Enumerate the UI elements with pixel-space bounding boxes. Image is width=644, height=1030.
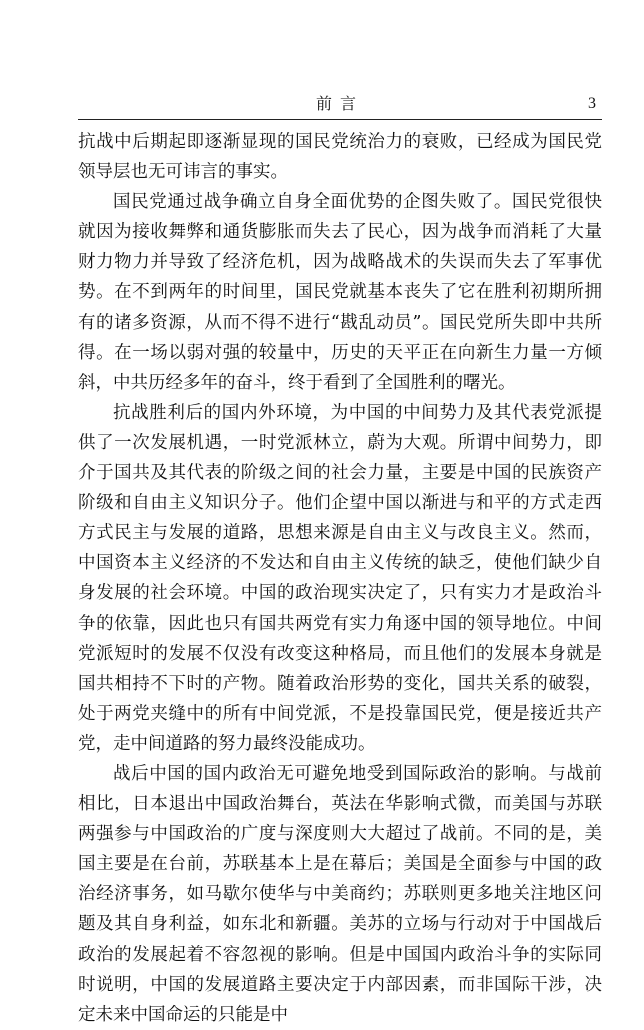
header-rule (78, 119, 602, 120)
page-number: 3 (588, 95, 596, 112)
paragraph-1: 抗战中后期起即逐渐显现的国民党统治力的衰败，已经成为国民党领导层也无可讳言的事实。 (78, 132, 602, 183)
paragraph-2: 国民党通过战争确立自身全面优势的企图失败了。国民党很快就因为接收舞弊和通货膨胀而失去了民心，因为战争而消耗了大量财力物力并导致了经济危机，因为战略战术的失误而失去了军事优势。在不到两年的时间里，国民党就基本丧失了它在胜利初期所拥有的诸多资源，从而不得不进行“戡乱动员”。国民党所失即中共所得。在一场以弱对强的较量中，历史的天平正在向新生力量一方倾斜，中共历经多年的奋斗，终于看到了全国胜利的曙光。 (78, 192, 602, 393)
paragraph-3: 抗战胜利后的国内外环境，为中国的中间势力及其代表党派提供了一次发展机遇，一时党派林立，蔚为大观。所谓中间势力，即介于国共及其代表的阶级之间的社会力量，主要是中国的民族资产阶级和自由主义知识分子。他们企望中国以渐进与和平的方式走西方式民主与发展的道路，思想来源是自由主义与改良主义。然而，中国资本主义经济的不发达和自由主义传统的缺乏，使他们缺少自身发展的社会环境。中国的政治现实决定了，只有实力才是政治斗争的依靠，因此也只有国共两党有实力角逐中国的领导地位。中间党派短时的发展不仅没有改变这种格局，而且他们的发展本身就是国共相持不下时的产物。随着政治形势的变化，国共关系的破裂，处于两党夹缝中的所有中间党派，不是投靠国民党，便是接近共产党，走中间道路的努力最终没能成功。 (78, 402, 602, 754)
header-title: 前言 (315, 94, 364, 113)
paragraph-4: 战后中国的国内政治无可避免地受到国际政治的影响。与战前相比，日本退出中国政治舞台，英法在华影响式微，而美国与苏联两强参与中国政治的广度与深度则大大超过了战前。不同的是，美国主要是在台前，苏联基本上是在幕后；美国是全面参与中国的政治经济事务，如马歇尔使华与中美商约；苏联则更多地关注地区问题及其自身利益，如东北和新疆。美苏的立场与行动对于中国战后政治的发展起着不容忽视的影响。但是中国国内政治斗争的实际同时说明，中国的发展道路主要决定于内部因素，而非国际干涉，决定未来中国命运的只能是中 (78, 763, 602, 1025)
body-text (78, 127, 602, 1030)
running-header (78, 92, 602, 116)
